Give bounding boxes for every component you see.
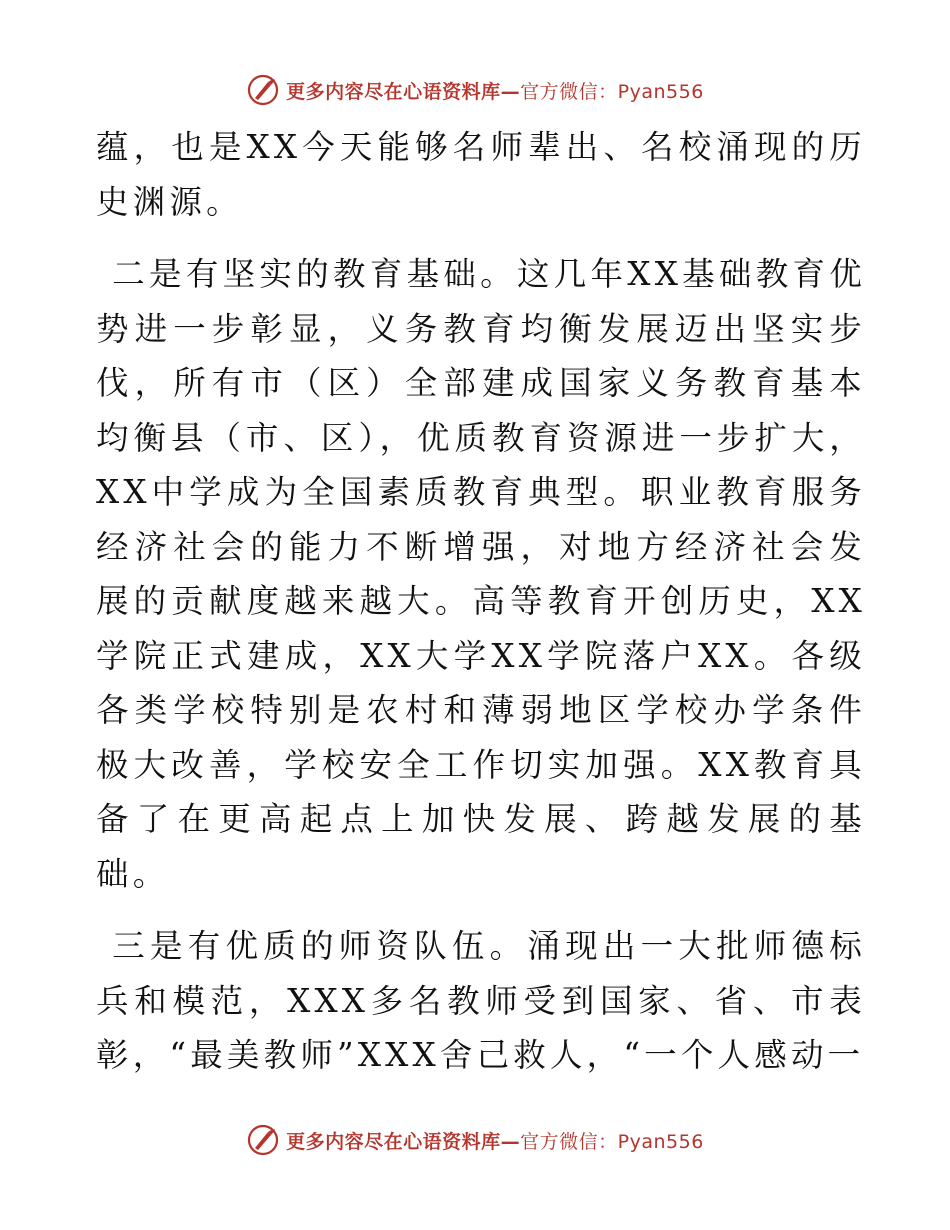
quill-pen-logo-icon (246, 73, 280, 107)
footer-banner-text: 更多内容尽在心语资料库—官方微信：Pyan556 (286, 1130, 704, 1153)
paragraph-continuation: 蕴，也是XX今天能够名师辈出、名校涌现的历史渊源。 (96, 128, 866, 221)
page-header-banner (0, 72, 950, 108)
document-body (96, 120, 866, 1083)
paragraph-teaching-staff: 三是有优质的师资队伍。涌现出一大批师德标兵和模范，XXX多名教师受到国家、省、市表彰，“最美教师”XXX舍己救人，“一个人感动一 (96, 927, 866, 1074)
header-banner-text: 更多内容尽在心语资料库—官方微信：Pyan556 (286, 80, 704, 103)
paragraph-education-foundation: 二是有坚实的教育基础。这几年XX基础教育优势进一步彰显，义务教育均衡发展迈出坚实步伐，所有市（区）全部建成国家义务教育基本均衡县（市、区），优质教育资源进一步扩大，XX中学成为全国素质教育典型。职业教育服务经济社会的能力不断增强，对地方经济社会发展的贡献度越来越大。高等教育开创历史，XX学院正式建成，XX大学XX学院落户XX。各级各类学校特别是农村和薄弱地区学校办学条件极大改善，学校安全工作切实加强。XX教育具备了在更高起点上加快发展、跨越发展的基础。 (96, 255, 866, 893)
page-footer-banner (0, 1122, 950, 1158)
quill-pen-logo-icon (246, 1123, 280, 1157)
